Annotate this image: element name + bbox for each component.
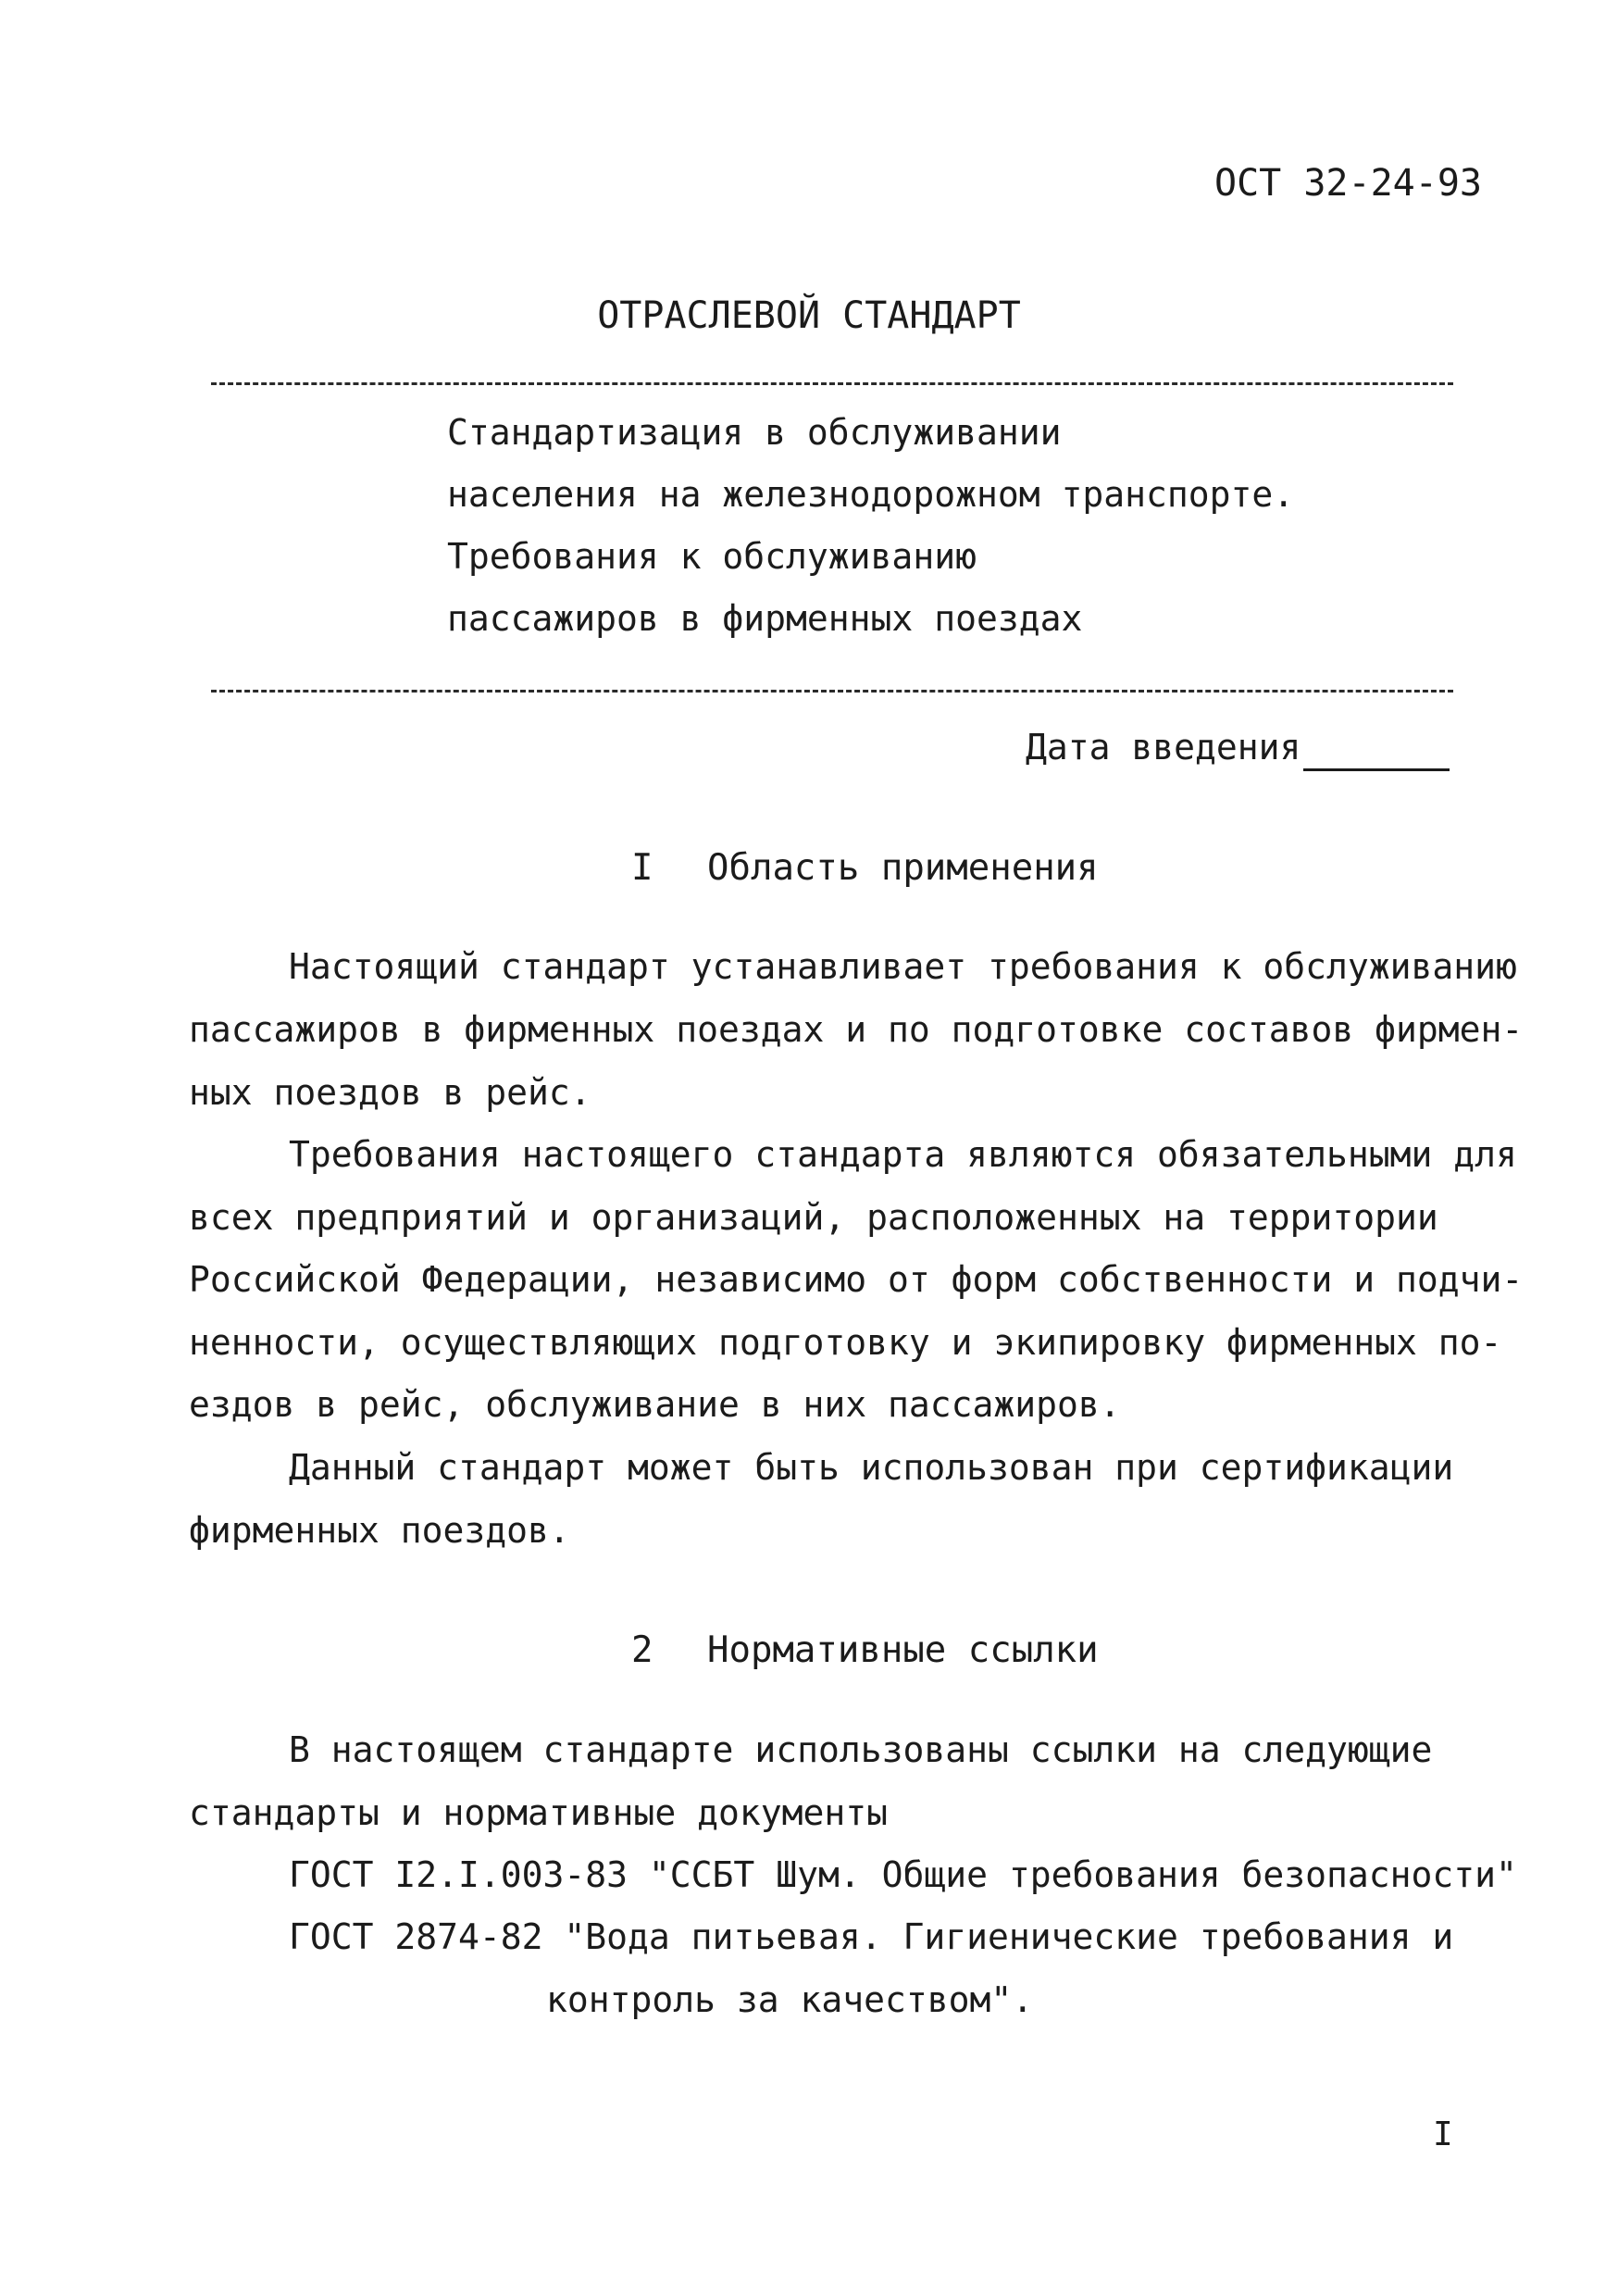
paragraph-line: Российской Федерации, независимо от форм собственности и подчи- [189, 1259, 1524, 1300]
reference-line: ГОСТ 2874-82 "Вода питьевая. Гигиенические требования и [289, 1916, 1454, 1957]
section-2-heading [631, 1629, 1099, 1671]
reference-line: контроль за качеством". [546, 1979, 1034, 2020]
paragraph-line: ных поездов в рейс. [189, 1072, 591, 1113]
paragraph-line: пассажиров в фирменных поездах и по подготовке составов фирмен- [189, 1009, 1524, 1050]
title-line: пассажиров в фирменных поездах [447, 598, 1083, 639]
paragraph-line: фирменных поездов. [189, 1510, 570, 1551]
document-title [447, 412, 1294, 660]
section-number: 2 [631, 1629, 653, 1671]
intro-date-label: Дата введения [1026, 727, 1301, 767]
title-line: населения на железнодорожном транспорте. [447, 474, 1295, 515]
paragraph-line: ездов в рейс, обслуживание в них пассажиров. [189, 1384, 1121, 1425]
paragraph-line: Требования настоящего стандарта являются обязательными для [289, 1134, 1517, 1175]
document-type-heading: ОТРАСЛЕВОЙ СТАНДАРТ [597, 294, 1021, 337]
title-line: Стандартизация в обслуживании [447, 412, 1062, 453]
bottom-dashed-rule [211, 690, 1453, 693]
paragraph-line: ненности, осуществляющих подготовку и экипировку фирменных по- [189, 1322, 1502, 1363]
paragraph-line: В настоящем стандарте использованы ссылки на следующие [289, 1729, 1433, 1770]
paragraph-line: Данный стандарт может быть использован при сертификации [289, 1447, 1454, 1488]
page-number: I [1433, 2115, 1453, 2153]
paragraph-line: стандарты и нормативные документы [189, 1792, 888, 1833]
section-title: Нормативные ссылки [707, 1629, 1099, 1671]
top-dashed-rule [211, 382, 1453, 385]
reference-line: ГОСТ I2.I.003-83 "ССБТ Шум. Общие требования безопасности" [289, 1854, 1517, 1895]
intro-date-blank-line [1303, 768, 1450, 771]
section-1-heading [631, 847, 1099, 889]
paragraph-line: Настоящий стандарт устанавливает требования к обслуживанию [289, 946, 1517, 987]
document-code: ОСТ 32-24-93 [1214, 162, 1482, 205]
section-title: Область применения [707, 847, 1099, 889]
section-number: I [631, 847, 653, 889]
title-line: Требования к обслуживанию [447, 536, 977, 577]
paragraph-line: всех предприятий и организаций, расположенных на территории [189, 1197, 1438, 1238]
